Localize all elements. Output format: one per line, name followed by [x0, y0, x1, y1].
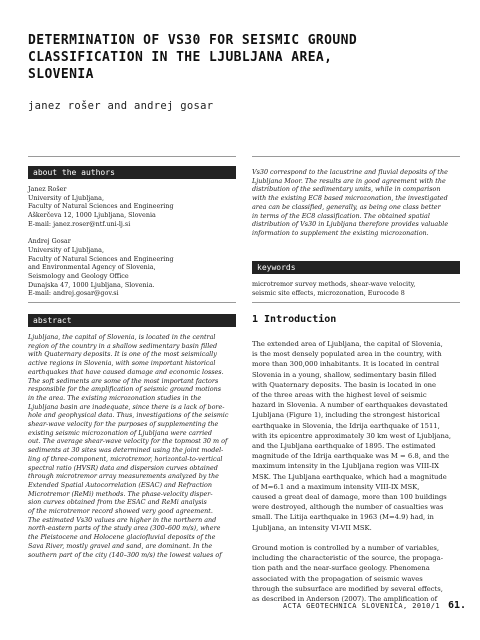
body-line: through the subsurface are modified by several effects,: [252, 584, 443, 593]
keywords-text: [252, 280, 460, 297]
abstract-line: The soft sediments are some of the most important factors: [28, 376, 219, 385]
page-number: 61.: [447, 600, 466, 611]
affiliation-line: Faculty of Natural Sciences and Engineering: [28, 254, 174, 263]
abstract-line: Microtremor (ReMi) methods. The phase-velocity disper-: [28, 489, 213, 498]
body-line: associated with the propagation of seismic waves: [252, 574, 423, 583]
affiliation-line: Seismology and Geology Office: [28, 272, 129, 281]
author-names: janez rošer and andrej gosar: [28, 100, 214, 112]
body-line: tion path and the near-surface geology. Phenomena: [252, 564, 430, 573]
introduction-heading: 1 Introduction: [252, 314, 337, 325]
keyword-line: seismic site effects, microzonation, Eurocode 8: [252, 288, 405, 297]
abstract-line: sediments at 30 sites was determined using the joint model-: [28, 446, 224, 455]
affiliation-line: University of Ljubljana,: [28, 193, 104, 202]
abstract-line: with Quaternary deposits. It is one of the most seismically: [28, 350, 217, 359]
about-authors-section: [28, 166, 236, 298]
body-line: Ground motion is controlled by a number of variables,: [252, 544, 440, 553]
title-line: DETERMINATION OF VS30 FOR SEISMIC GROUND: [28, 33, 358, 48]
divider: [28, 302, 236, 303]
affiliation-line: Andrej Gosar: [28, 237, 71, 246]
abstract-line: in the area. The existing microzonation studies in the: [28, 393, 202, 402]
abstract-line: spectral ratio (HVSR) data and dispersion curves obtained: [28, 463, 218, 472]
body-line: small. The Litija earthquake in 1963 (M=4.9) had, in: [252, 513, 434, 522]
body-line: maximum intensity in the Ljubljana region was VIII-IX: [252, 462, 440, 471]
body-line: Ljubljana, an intensity VI-VII MSK.: [252, 523, 372, 532]
abstract-line: in terms of the EC8 classification. The obtained spatial: [252, 211, 430, 220]
affiliation-line: Faculty of Natural Sciences and Engineering: [28, 202, 174, 211]
page-footer: [283, 600, 466, 611]
abstract-line: existing seismic microzonation of Ljubljana were carried: [28, 428, 212, 437]
affiliation-line: Janez Rošer: [28, 185, 67, 193]
body-line: as described in Anderson (2007). The amplification of: [252, 595, 438, 604]
keywords-section: [252, 261, 460, 297]
abstract-line: southern part of the city (140–300 m/s) the lowest values of: [28, 550, 222, 559]
abstract-line: Vs30 correspond to the lacustrine and fluvial deposits of the: [252, 168, 448, 176]
title-line: CLASSIFICATION IN THE LJUBLJANA AREA,: [28, 50, 333, 65]
abstract-line: north-eastern parts of the study area (300–600 m/s), where: [28, 524, 221, 533]
abstract-line: responsible for the amplification of seismic ground motions: [28, 385, 221, 394]
introduction-text: [252, 339, 460, 604]
keyword-line: microtremor survey methods, shear-wave velocity,: [252, 280, 416, 288]
abstract-line: Extended Spatial Autocorrelation (ESAC) and Refraction: [28, 480, 213, 489]
abstract-line: Ljubljana, the capital of Slovenia, is located in the central: [28, 333, 216, 341]
abstract-line: out. The average shear-wave velocity for the topmost 30 m of: [28, 437, 228, 446]
body-line: magnitude of the Idrija earthquake was M = 6.8, and the: [252, 452, 450, 461]
about-authors-label: about the authors: [28, 166, 236, 179]
abstract-line: sion curves obtained from the ESAC and ReMi analysis: [28, 498, 207, 507]
body-line: and the Ljubljana earthquake of 1895. The estimated: [252, 442, 436, 451]
author-affiliations: [28, 185, 236, 298]
body-line: of the three areas with the highest level of seismic: [252, 391, 427, 400]
abstract-line: Ljubljana Moor. The results are in good agreement with the: [252, 176, 446, 185]
journal-name: ACTA GEOTECHNICA SLOVENICA, 2010/1: [283, 602, 440, 610]
body-line: caused a great deal of damage, more than 100 buildings: [252, 493, 447, 502]
abstract-line: Ljubljana basin are inadequate, since there is a lack of bore-: [28, 402, 225, 411]
abstract-continuation: [252, 168, 460, 238]
abstract-line: region of the country in a shallow sedimentary basin filled: [28, 341, 218, 350]
abstract-line: shear-wave velocity for the purposes of supplementing the: [28, 420, 219, 429]
body-line: MSK. The Ljubljana earthquake, which had a magnitude: [252, 472, 447, 481]
abstract-line: hole and geophysical data. Thus, investigations of the seismic: [28, 411, 229, 420]
affiliation-line: and Environmental Agency of Slovenia,: [28, 263, 156, 272]
affiliation-line: Aškerčeva 12, 1000 Ljubljana, Slovenia: [28, 211, 156, 220]
abstract-line: through microtremor array measurements analyzed by the: [28, 472, 219, 481]
introduction-section: [252, 313, 460, 604]
body-line: of M=6.1 and a maximum intensity VIII-IX MSK,: [252, 482, 420, 491]
title-line: SLOVENIA: [28, 67, 94, 82]
divider: [28, 156, 236, 157]
abstract-line: active regions in Slovenia, with some important historical: [28, 359, 216, 368]
body-line: Slovenia in a young, shallow, sedimentary basin filled: [252, 370, 437, 379]
body-line: is the most densely populated area in the country, with: [252, 350, 442, 359]
abstract-line: distribution of the sedimentary units, while in comparison: [252, 185, 441, 194]
abstract-section: [28, 314, 236, 559]
abstract-line: ling of three-component, microtremor, horizontal-to-vertical: [28, 454, 223, 463]
article-title: [28, 32, 458, 83]
body-line: earthquake in Slovenia, the Idrija earthquake of 1511,: [252, 421, 440, 430]
abstract-line: information to supplement the existing microzonation.: [252, 228, 429, 237]
divider: [252, 156, 460, 157]
affiliation-line: University of Ljubljana,: [28, 245, 104, 254]
author-email[interactable]: E-mail: janez.roser@ntf.uni-lj.si: [28, 219, 131, 228]
abstract-line: Sava River, mostly gravel and sand, are dominant. In the: [28, 541, 213, 550]
paragraph-gap: [252, 533, 460, 543]
abstract-line: distribution of Vs30 in Ljubljana therefore provides valuable: [252, 220, 449, 229]
body-line: hazard in Slovenia. A number of earthquakes devastated: [252, 401, 448, 410]
abstract-line: with the existing EC8 based microzonation, the investigated: [252, 194, 448, 203]
body-line: with Quaternary deposits. The basin is located in one: [252, 380, 437, 389]
body-line: The extended area of Ljubljana, the capital of Slovenia,: [252, 340, 443, 348]
spacer: [28, 229, 236, 238]
abstract-line: earthquakes that have caused damage and economic losses.: [28, 367, 224, 376]
divider: [252, 302, 460, 303]
abstract-line: the Pleistocene and Holocene glaciofluvial deposits of the: [28, 533, 216, 542]
abstract-line: of the microtremor record showed very good agreement.: [28, 507, 213, 516]
abstract-text: [28, 333, 236, 559]
abstract-line: area can be classified, generally, as being one class better: [252, 202, 441, 211]
body-line: Ljubljana (Figure 1), including the strongest historical: [252, 411, 440, 420]
abstract-label: abstract: [28, 314, 236, 327]
body-line: with its epicentre approximately 30 km west of Ljubljana,: [252, 431, 452, 440]
body-line: including the characteristic of the source, the propaga-: [252, 554, 443, 563]
body-line: more than 300,000 inhabitants. It is located in central: [252, 360, 440, 369]
body-line: were destroyed, although the number of casualties was: [252, 503, 444, 512]
abstract-line: The estimated Vs30 values are higher in the northern and: [28, 515, 217, 524]
affiliation-line: Dunajska 47, 1000 Ljubljana, Slovenia.: [28, 280, 155, 289]
author-email[interactable]: E-mail: andrej.gosar@gov.si: [28, 289, 119, 298]
keywords-label: keywords: [252, 261, 460, 274]
